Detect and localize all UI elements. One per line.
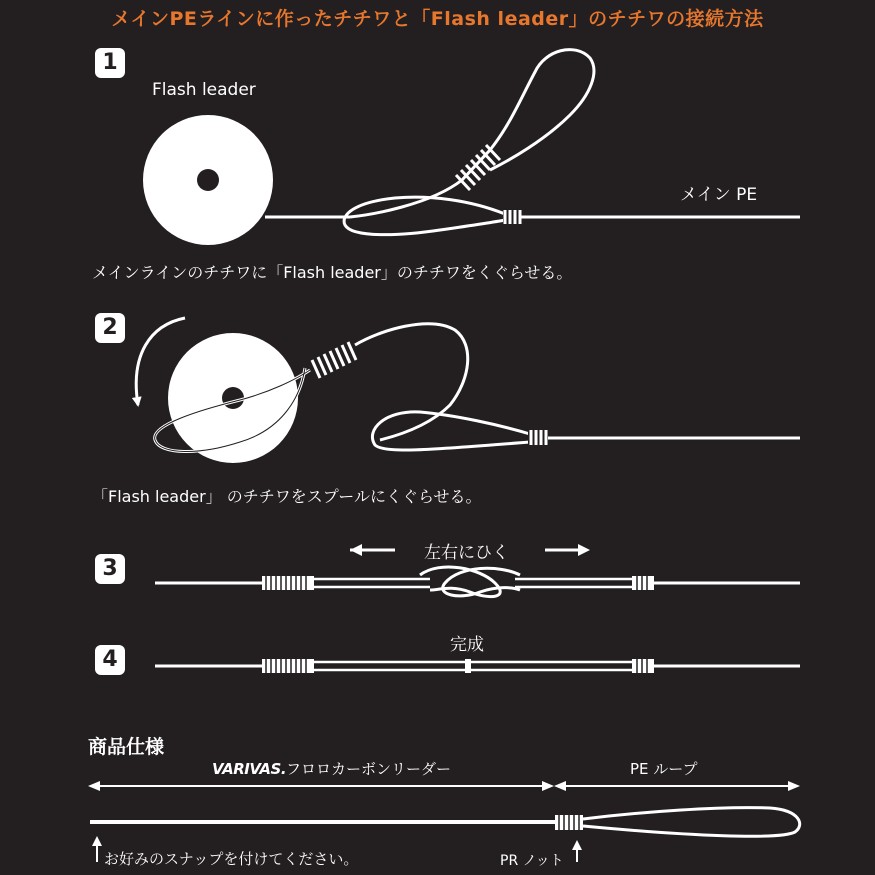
pe-loop-label: PE ループ [630, 760, 698, 778]
step-2-number: 2 [95, 313, 125, 343]
arrow-up-icon [92, 836, 102, 846]
pr-knot-note: PR ノット [500, 853, 564, 869]
step-1-illustration [143, 50, 800, 245]
step-4-number: 4 [95, 645, 125, 675]
spec-illustration [88, 781, 800, 862]
page-title: メインPEラインに作ったチチワと「Flash leader」のチチワの接続方法 [111, 8, 764, 30]
arrow-right-icon [578, 544, 590, 556]
step-1-caption: メインラインのチチワに「Flash leader」のチチワをくぐらせる。 [92, 263, 573, 282]
step-2-caption: 「Flash leader」 のチチワをスプールにくぐらせる。 [92, 487, 482, 506]
step-2-illustration [136, 318, 800, 463]
varivas-logo: VARIVAS. [212, 760, 287, 778]
fluoro-leader-text: フロロカーボンリーダー [286, 760, 452, 778]
pe-loop-line [583, 808, 800, 837]
step-3-number: 3 [95, 554, 125, 584]
snap-note: お好みのスナップを付けてください。 [104, 850, 359, 868]
pull-both-sides-label: 左右にひく [424, 543, 509, 563]
main-pe-label: メイン PE [680, 185, 758, 205]
arrow-up-icon [572, 840, 582, 850]
arrow-left-icon [350, 544, 362, 556]
spec-heading: 商品仕様 [88, 736, 165, 758]
step-3-illustration [155, 544, 800, 597]
step-1-number: 1 [95, 48, 125, 78]
complete-label: 完成 [450, 635, 484, 655]
flash-leader-label: Flash leader [152, 80, 256, 100]
step-4-illustration [155, 659, 800, 673]
